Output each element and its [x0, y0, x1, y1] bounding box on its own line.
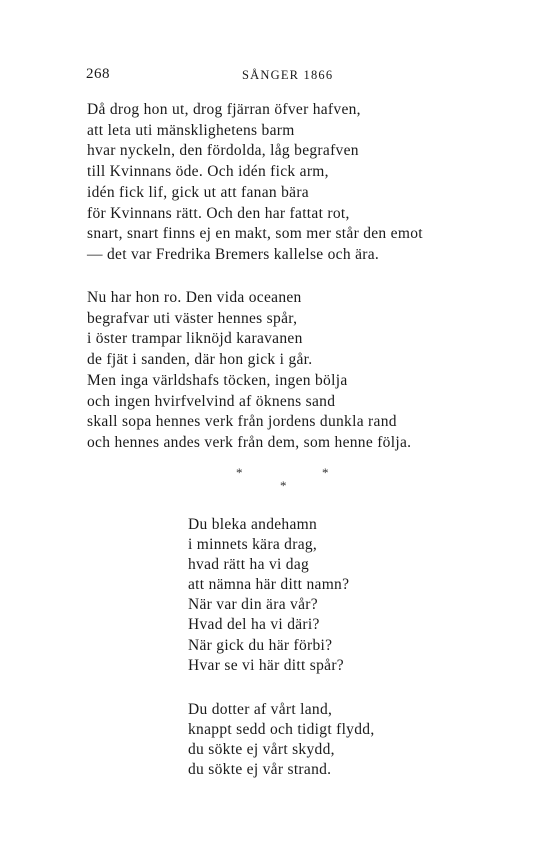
asterism-star: * [280, 478, 287, 493]
poem-line: Du bleka andehamn [188, 516, 318, 533]
poem-line: Du dotter af vårt land, [188, 701, 333, 718]
poem-line: Då drog hon ut, drog fjärran öfver hafven, [87, 101, 361, 118]
poem-line: hvad rätt ha vi dag [188, 556, 310, 574]
poem-line: Hvad del ha vi däri? [188, 616, 320, 634]
poem-line: till Kvinnans öde. Och idén fick arm, [87, 163, 329, 181]
running-title: SÅNGER 1866 [242, 68, 334, 82]
poem-line: När var din ära vår? [188, 596, 318, 614]
asterism-star: * [322, 465, 329, 480]
poem-line: snart, snart finns ej en makt, som mer står den emot [87, 225, 423, 243]
stanza-2 [87, 288, 411, 454]
asterism-star: * [236, 465, 243, 480]
poem-line: Nu har hon ro. Den vida oceanen [87, 289, 302, 306]
poem-line: hvar nyckeln, den fördolda, låg begrafven [87, 142, 359, 160]
poem-line: — det var Fredrika Bremers kallelse och ära. [87, 245, 380, 263]
poem-line: idén fick lif, gick ut att fanan bära [87, 183, 309, 201]
poem-line: och ingen hvirfvelvind af öknens sand [87, 392, 336, 410]
poem-line: du sökte ej vårt skydd, [188, 741, 335, 759]
poem-line: att nämna här ditt namn? [188, 576, 350, 594]
stanza-4 [188, 700, 375, 780]
poem-line: och hennes andes verk från dem, som henne följa. [87, 433, 412, 451]
page-number: 268 [86, 66, 110, 82]
stanza-3 [188, 515, 349, 676]
stanza-1 [87, 100, 423, 266]
poem-line: de fjät i sanden, där hon gick i går. [87, 351, 313, 369]
poem-line: i öster trampar liknöjd karavanen [87, 330, 303, 348]
poem-line: Men inga världshafs töcken, ingen bölja [87, 371, 348, 389]
poem-line: i minnets kära drag, [188, 536, 318, 554]
poem-line: knappt sedd och tidigt flydd, [188, 721, 375, 739]
poem-line: att leta uti mänsklighetens barm [87, 121, 295, 139]
poem-line: begrafvar uti väster hennes spår, [87, 309, 298, 327]
poem-line: Hvar se vi här ditt spår? [188, 656, 344, 674]
poem-line: När gick du här förbi? [188, 636, 333, 654]
poem-line: du sökte ej vår strand. [188, 761, 332, 779]
poem-line: för Kvinnans rätt. Och den har fattat rot, [87, 204, 350, 222]
poem-line: skall sopa hennes verk från jordens dunkla rand [87, 413, 397, 431]
